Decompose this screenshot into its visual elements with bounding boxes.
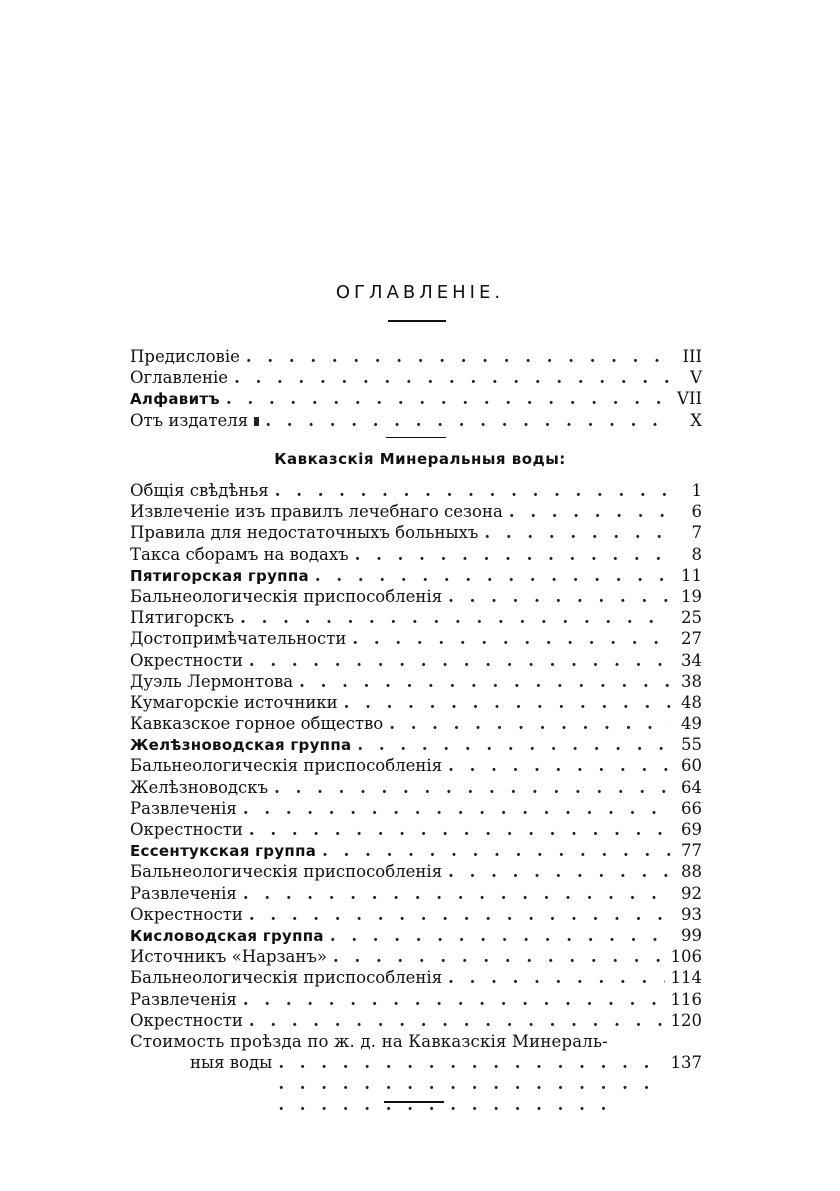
toc-page-number: 38 bbox=[681, 671, 702, 691]
contents-list bbox=[130, 480, 702, 1073]
leader-dots bbox=[448, 861, 670, 882]
leader-dots bbox=[344, 692, 670, 713]
toc-entry bbox=[130, 946, 702, 967]
toc-entry-label: Алфавитъ bbox=[130, 390, 220, 409]
toc-page-number: 137 bbox=[670, 1052, 702, 1072]
toc-entry bbox=[130, 904, 702, 925]
toc-page-number: 60 bbox=[681, 756, 702, 776]
leader-dots bbox=[246, 346, 670, 367]
toc-entry bbox=[130, 777, 702, 798]
toc-entry bbox=[130, 522, 702, 543]
toc-entry-label: Бальнеологическія приспособленія bbox=[130, 586, 443, 606]
leader-dots bbox=[243, 989, 665, 1010]
toc-entry-label: Отъ издателя bbox=[130, 410, 249, 430]
toc-entry-label: Бальнеологическія приспособленія bbox=[130, 862, 443, 882]
toc-page-number: 48 bbox=[681, 692, 702, 712]
toc-page-number: 8 bbox=[691, 544, 702, 564]
toc-page-number: VII bbox=[677, 389, 702, 409]
toc-entry bbox=[130, 480, 702, 501]
toc-entry-label-line2: ныя воды bbox=[190, 1052, 273, 1072]
toc-entry-label: Кисловодская группа bbox=[130, 926, 324, 945]
toc-page-number: 116 bbox=[670, 989, 702, 1009]
toc-entry-label: Дуэль Лермонтова bbox=[130, 671, 294, 691]
toc-entry bbox=[130, 925, 702, 946]
front-matter-list bbox=[130, 346, 702, 431]
toc-entry bbox=[130, 628, 702, 649]
toc-entry bbox=[130, 388, 702, 409]
ink-blot-icon bbox=[254, 417, 259, 426]
toc-page-number: 77 bbox=[681, 841, 702, 861]
section-divider bbox=[386, 437, 446, 438]
toc-entry-label: Ессентукская группа bbox=[130, 842, 317, 861]
toc-page-number: 6 bbox=[691, 502, 702, 522]
toc-page-number: 7 bbox=[691, 523, 702, 543]
toc-entry-label: Развлеченія bbox=[130, 883, 237, 903]
leader-dots bbox=[448, 586, 670, 607]
toc-entry bbox=[130, 607, 702, 628]
toc-page-number: 69 bbox=[681, 820, 702, 839]
toc-page-number: 106 bbox=[670, 947, 702, 967]
leader-dots bbox=[389, 713, 670, 734]
toc-entry-label: Источникъ «Нарзанъ» bbox=[130, 947, 327, 967]
leader-dots bbox=[352, 628, 670, 649]
toc-entry bbox=[130, 650, 702, 671]
leader-dots bbox=[243, 883, 670, 904]
toc-page-number: 114 bbox=[670, 968, 702, 988]
leader-dots bbox=[249, 1010, 665, 1031]
toc-entry-label: Правила для недостаточныхъ больныхъ bbox=[130, 523, 479, 543]
toc-entry-label-line1: Стоимость проѣзда по ж. д. на Кавказскія Минераль- bbox=[130, 1031, 608, 1051]
leader-dots bbox=[249, 650, 670, 671]
toc-entry-label: Пятигорскъ bbox=[130, 608, 235, 628]
leader-dots bbox=[240, 607, 670, 628]
toc-entry bbox=[130, 410, 702, 431]
leader-dots bbox=[484, 522, 670, 543]
toc-entry bbox=[130, 883, 702, 904]
toc-entry bbox=[130, 1010, 702, 1031]
toc-page-number: III bbox=[682, 347, 702, 366]
toc-entry bbox=[130, 367, 702, 388]
toc-entry-label: Общія свѣдѣнья bbox=[130, 481, 269, 500]
toc-entry-label: Предисловіе bbox=[130, 347, 240, 366]
toc-page-number: 99 bbox=[681, 925, 702, 945]
toc-entry-label: Оглавленіе bbox=[130, 368, 229, 388]
leader-dots bbox=[315, 565, 670, 586]
toc-page-number: 66 bbox=[681, 798, 702, 818]
toc-entry bbox=[130, 861, 702, 882]
leader-dots bbox=[278, 1052, 664, 1115]
toc-page-number: 92 bbox=[681, 883, 702, 903]
toc-entry bbox=[130, 671, 702, 692]
leader-dots bbox=[322, 840, 670, 861]
toc-page-number: 1 bbox=[691, 481, 702, 500]
toc-entry-label: Желѣзноводскъ bbox=[130, 777, 269, 797]
end-divider bbox=[384, 1101, 444, 1103]
leader-dots bbox=[265, 410, 670, 431]
leader-dots bbox=[330, 925, 670, 946]
section-title: Кавказскія Минеральныя воды: bbox=[274, 450, 566, 468]
leader-dots bbox=[243, 798, 670, 819]
toc-entry bbox=[130, 501, 702, 522]
toc-entry-label: Окрестности bbox=[130, 820, 243, 839]
toc-entry-label: Развлеченія bbox=[130, 798, 237, 818]
leader-dots bbox=[249, 819, 670, 840]
toc-entry bbox=[130, 544, 702, 565]
toc-entry bbox=[130, 989, 702, 1010]
toc-page-number: 27 bbox=[681, 629, 702, 649]
toc-entry bbox=[130, 692, 702, 713]
toc-entry-label: Пятигорская группа bbox=[130, 566, 309, 585]
toc-entry-label: Бальнеологическія приспособленія bbox=[130, 756, 443, 776]
toc-page-number: 49 bbox=[681, 714, 702, 734]
toc-entry-label: Развлеченія bbox=[130, 989, 237, 1009]
toc-entry bbox=[130, 713, 702, 734]
leader-dots bbox=[357, 734, 670, 755]
leader-dots bbox=[448, 755, 670, 776]
toc-entry-label: Кавказское горное общество bbox=[130, 714, 384, 734]
toc-page-number: 120 bbox=[670, 1010, 702, 1030]
title-divider bbox=[388, 320, 446, 322]
toc-entry bbox=[130, 967, 702, 988]
toc-entry-label: Окрестности bbox=[130, 1010, 243, 1030]
toc-page-number: V bbox=[690, 368, 702, 388]
toc-page-number: 11 bbox=[681, 565, 702, 585]
leader-dots bbox=[333, 946, 665, 967]
toc-entry bbox=[130, 798, 702, 819]
toc-entry bbox=[130, 346, 702, 367]
toc-entry bbox=[130, 840, 702, 861]
toc-entry-label: Такса сборамъ на водахъ bbox=[130, 544, 349, 564]
toc-page-number: 55 bbox=[681, 735, 702, 755]
toc-entry bbox=[130, 755, 702, 776]
leader-dots bbox=[274, 777, 670, 798]
toc-entry-label: Бальнеологическія приспособленія bbox=[130, 968, 443, 988]
leader-dots bbox=[226, 388, 670, 409]
toc-page-number: 34 bbox=[681, 650, 702, 670]
leader-dots bbox=[299, 671, 670, 692]
toc-entry-label: Извлеченіе изъ правилъ лечебнаго сезона bbox=[130, 502, 503, 522]
toc-entry-label: Кумагорскіе источники bbox=[130, 692, 338, 712]
leader-dots bbox=[234, 367, 670, 388]
toc-entry-multiline bbox=[130, 1031, 702, 1073]
leader-dots bbox=[448, 967, 664, 988]
page-title: ОГЛАВЛЕНІЕ. bbox=[335, 282, 505, 303]
toc-page-number: X bbox=[690, 410, 702, 430]
toc-entry-label: Достопримѣчательности bbox=[130, 629, 347, 649]
toc-entry bbox=[130, 819, 702, 840]
leader-dots bbox=[509, 501, 670, 522]
toc-entry-label: Окрестности bbox=[130, 904, 243, 924]
leader-dots bbox=[275, 480, 670, 501]
leader-dots bbox=[249, 904, 670, 925]
toc-entry-label: Желѣзноводская группа bbox=[130, 736, 352, 755]
toc-entry-label: Окрестности bbox=[130, 650, 243, 670]
toc-entry bbox=[130, 565, 702, 586]
toc-entry bbox=[130, 586, 702, 607]
toc-page-number: 19 bbox=[681, 586, 702, 606]
toc-page-number: 93 bbox=[681, 904, 702, 924]
leader-dots bbox=[355, 544, 670, 565]
toc-page-number: 25 bbox=[681, 608, 702, 628]
toc-page-number: 64 bbox=[681, 777, 702, 797]
toc-entry bbox=[130, 734, 702, 755]
toc-page-number: 88 bbox=[681, 862, 702, 882]
